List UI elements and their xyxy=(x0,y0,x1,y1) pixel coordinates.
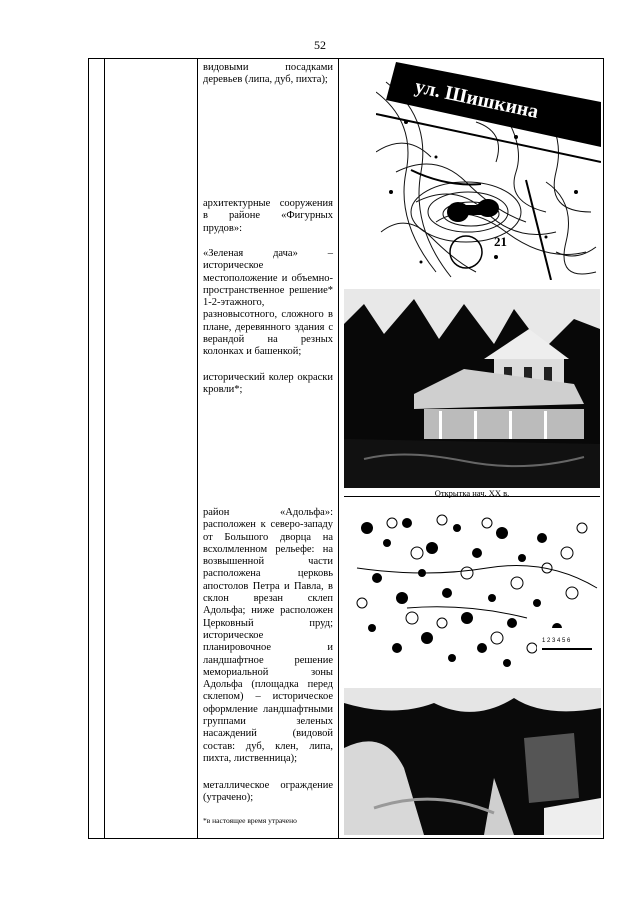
trees-text: видовыми посадками деревьев (липа, дуб, пихта); xyxy=(203,62,333,86)
map-number: 21 xyxy=(494,234,507,249)
table-col-divider-2 xyxy=(197,58,198,839)
adolf-district-text: район «Адольфа»: расположен к северо-западу от Большого дворца на всхолмленном рельефе: на возвышенной части расположена церковь апостолов Петра и Павла, в склон врезан склеп Адольфа; ниже расположен Церковный пруд; историческое планировочное и ландшафтное решение мемориальной зоны Адольфа (площадка перед склепом) – историческое оформление ландшафтными группами зеленых насаждений (видовой состав: дуб, клен, липа, пихта, лиственница); xyxy=(203,507,333,764)
roof-color-text: исторический колер окраски кровли*; xyxy=(203,372,333,396)
adolf-district-plan xyxy=(347,508,601,678)
table-top-border xyxy=(88,58,603,59)
architecture-text: архитектурные сооружения в районе «Фигурных прудов»: xyxy=(203,198,333,234)
plan-legend: 1 2 3 4 5 6 xyxy=(542,638,571,644)
table-col-divider-1 xyxy=(104,58,105,839)
topographic-map xyxy=(376,62,601,280)
table-col-divider-3 xyxy=(338,58,339,839)
photo-caption: Открытка нач. XX в. xyxy=(434,488,510,498)
table-right-border xyxy=(603,58,604,839)
fence-text: металлическое ограждение (утрачено); xyxy=(203,780,333,804)
table-bottom-border xyxy=(88,838,603,839)
map-label: ул. Шишкина xyxy=(412,75,541,124)
green-dacha-photo xyxy=(344,289,600,488)
green-dacha-text: «Зеленая дача» – историческое местоположение и объемно-пространственное решение* 1-2-этажного, разновысотного, сложного в плане, деревянного здания с верандой на резных колонках и башенкой; xyxy=(203,248,333,358)
table-left-border xyxy=(88,58,89,839)
page-number: 52 xyxy=(314,38,326,52)
adolf-crypt-photo xyxy=(344,688,601,835)
footnote: *в настоящее время утрачено xyxy=(203,816,297,825)
